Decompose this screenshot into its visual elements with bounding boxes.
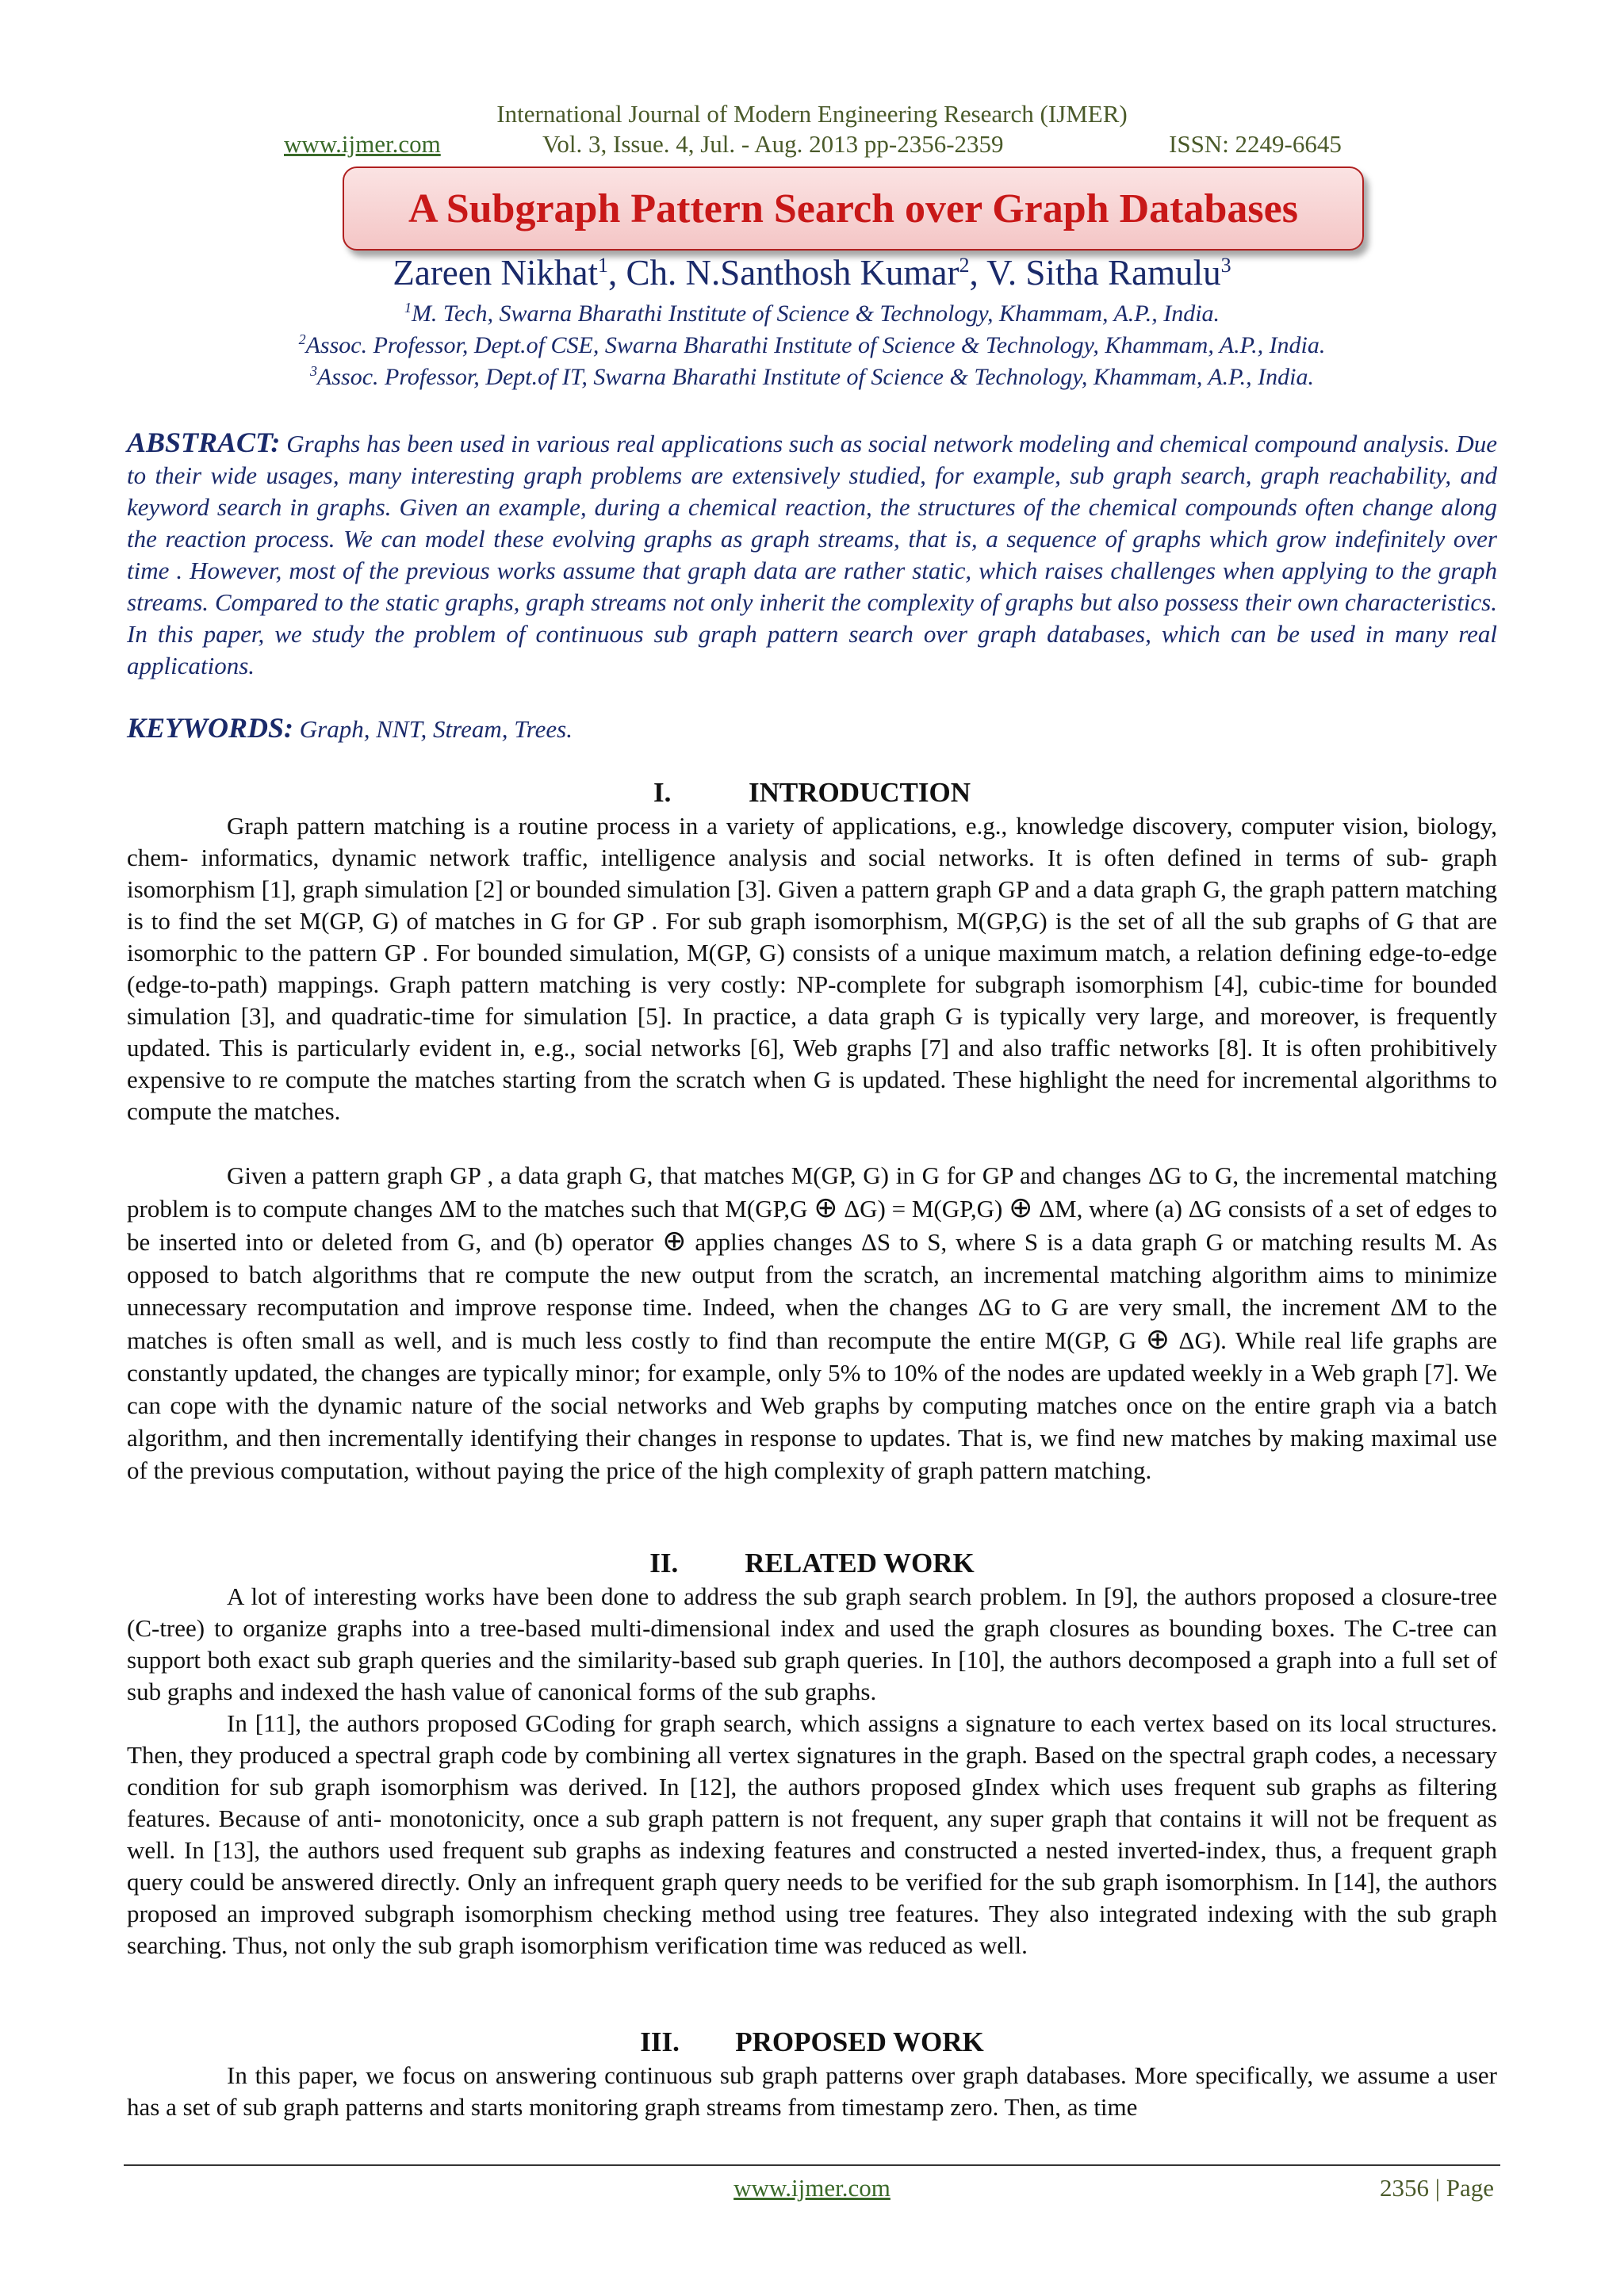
- abstract-text: Graphs has been used in various real applications such as social network modeling and chemical compound analysis. Due to their wide usages, many interesting graph problems are extensively studied, for example, sub graph search, graph reachability, and keyword search in graphs. Given an example, during a chemical reaction, the structures of the chemical compounds often change along the reaction process. We can model these evolving graphs as graph streams, that is, a sequence of graphs which grow indefinitely over time . However, most of the previous works assume that graph data are rather static, which raises challenges when applying to the graph streams. Compared to the static graphs, graph streams not only inherit the complexity of graphs but also possess their own characteristics. In this paper, we study the problem of continuous sub graph pattern search over graph databases, which can be used in many real applications.: [127, 430, 1498, 679]
- author-sup: 3: [1220, 254, 1231, 277]
- related-paragraph-2: In [11], the authors proposed GCoding for graph search, which assigns a signature to each vertex based on its local structures. Then, they produced a spectral graph code by combining all vertex signatures in the graph. Based on the spectral graph codes, a necessary condition for sub graph isomorphism was derived. In [12], the authors proposed gIndex which uses frequent sub graphs as filtering features. Because of anti- monotonicity, once a sub graph pattern is not frequent, any super graph that contains it will not be frequent as well. In [13], the authors used frequent sub graphs as indexing features and constructed a nested inverted-index, thus, a frequent graph query could be answered directly. Only an infrequent graph query needs to be verified for the sub graph isomorphism. In [14], the authors proposed an improved subgraph isomorphism checking method using tree features. They also integrated indexing with the sub graph searching. Thus, not only the sub graph isomorphism verification time was reduced as well.: [127, 1709, 1497, 1959]
- affiliation-1: $^1$M. Tech, Swarna Bharathi Institute of Science & Technology, Khammam, A.P., India.: [404, 300, 1220, 327]
- section-heading-related-work: II. RELATED WORK: [649, 1548, 975, 1578]
- title-banner: [343, 166, 1364, 251]
- intro-paragraph-1: Graph pattern matching is a routine process in a variety of applications, e.g., knowledge discovery, computer vision, biology, chem- informatics, dynamic network traffic, intelligence analysis and social networks. It is often defined in terms of sub- graph isomorphism [1], graph simulation [2] or bounded simulation [3]. Given a pattern graph GP and a data graph G, the graph pattern matching is to find the set M(GP, G) of matches in G for GP . For sub graph isomorphism, M(GP,G) is the set of all the sub graphs of G that are isomorphic to the pattern GP . For bounded simulation, M(GP, G) consists of a unique maximum match, a relation defining edge-to-edge (edge-to-path) mappings. Graph pattern matching is very costly: NP-complete for subgraph isomorphism [4], cubic-time for bounded simulation [3], and quadratic-time for simulation [5]. In practice, a data graph G is typically very large, and moreover, is frequently updated. This is particularly evident in, e.g., social networks [6], Web graphs [7] and also traffic networks [8]. It is often prohibitively expensive to re compute the matches starting from the scratch when G is updated. These highlight the need for incremental algorithms to compute the matches.: [127, 812, 1497, 1125]
- oplus-symbol: ⊕: [662, 1225, 687, 1257]
- keywords-text: Graph, NNT, Stream, Trees.: [299, 715, 573, 743]
- footer-divider: [124, 2164, 1500, 2166]
- keywords: [127, 712, 1497, 745]
- volume-info: Vol. 3, Issue. 4, Jul. - Aug. 2013 pp-2356-2359: [542, 130, 1004, 158]
- affiliation-2: $^2$Assoc. Professor, Dept.of CSE, Swarna Bharathi Institute of Science & Technology, Khammam, A.P., India.: [298, 331, 1326, 358]
- abstract: [127, 427, 1497, 682]
- issn: ISSN: 2249-6645: [1169, 130, 1342, 158]
- author-list: Zareen Nikhat$^1$, Ch. N.Santhosh Kumar$^2$, V. Sitha Ramulu$^3$: [393, 253, 1231, 293]
- author-name: V. Sitha Ramulu: [986, 253, 1221, 293]
- footer-website-link[interactable]: www.ijmer.com: [733, 2174, 891, 2202]
- section-heading-proposed-work: III. PROPOSED WORK: [640, 2026, 984, 2057]
- abstract-label: ABSTRACT:: [127, 427, 281, 458]
- section-heading-introduction: I. INTRODUCTION: [653, 777, 971, 808]
- author-sup: 1: [597, 254, 608, 277]
- author-sup: 2: [959, 254, 970, 277]
- oplus-symbol: ⊕: [814, 1192, 838, 1223]
- affiliation-3: $^3$Assoc. Professor, Dept.of IT, Swarna Bharathi Institute of Science & Technology, Khammam, A.P., India.: [310, 363, 1314, 390]
- intro-paragraph-2: Given a pattern graph GP , a data graph G, that matches M(GP, G) in G for GP and changes ΔG to G, the incremental matching problem is to compute changes ΔM to the matches such that M(GP,G ⊕ ΔG) = M(GP,G) ⊕ ΔM, where (a) ΔG consists of a set of edges to be inserted into or deleted from G, and (b) operator ⊕ applies changes ΔS to S, where S is a data graph G or matching results M. As opposed to batch algorithms that re compute the new output from the scratch, an incremental matching algorithm aims to minimize unnecessary recomputation and improve response time. Indeed, when the changes ΔG to G are very small, the increment ΔM to the matches is often small as well, and is much less costly to find than recompute the entire M(GP, G ⊕ ΔG). While real life graphs are constantly updated, the changes are typically minor; for example, only 5% to 10% of the nodes are updated weekly in a Web graph [7]. We can cope with the dynamic nature of the social networks and Web graphs by computing matches once on the entire graph via a batch algorithm, and then incrementally identifying their changes in response to updates. That is, we find new matches by making maximal use of the previous computation, without paying the price of the high complexity of graph pattern matching.: [127, 1161, 1498, 1484]
- journal-name: International Journal of Modern Engineering Research (IJMER): [496, 100, 1128, 128]
- author-name: Zareen Nikhat: [393, 253, 598, 293]
- journal-website-link[interactable]: www.ijmer.com: [284, 130, 441, 158]
- paper-title: A Subgraph Pattern Search over Graph Databases: [408, 186, 1298, 232]
- proposed-paragraph-1: In this paper, we focus on answering continuous sub graph patterns over graph databases. More specifically, we assume a user has a set of sub graph patterns and starts monitoring graph streams from timestamp zero. Then, as time: [127, 2061, 1497, 2121]
- related-paragraph-1: A lot of interesting works have been done to address the sub graph search problem. In [9], the authors proposed a closure-tree (C-tree) to organize graphs into a tree-based multi-dimensional index and used the graph closures as bounding boxes. The C-tree can support both exact sub graph queries and the similarity-based sub graph queries. In [10], the authors decomposed a graph into a full set of sub graphs and indexed the hash value of canonical forms of the sub graphs.: [127, 1582, 1497, 1705]
- author-name: Ch. N.Santhosh Kumar: [626, 253, 959, 293]
- page-number: 2356 | Page: [1380, 2174, 1494, 2202]
- oplus-symbol: ⊕: [1145, 1323, 1170, 1355]
- oplus-symbol: ⊕: [1009, 1192, 1033, 1223]
- keywords-label: KEYWORDS:: [127, 712, 294, 744]
